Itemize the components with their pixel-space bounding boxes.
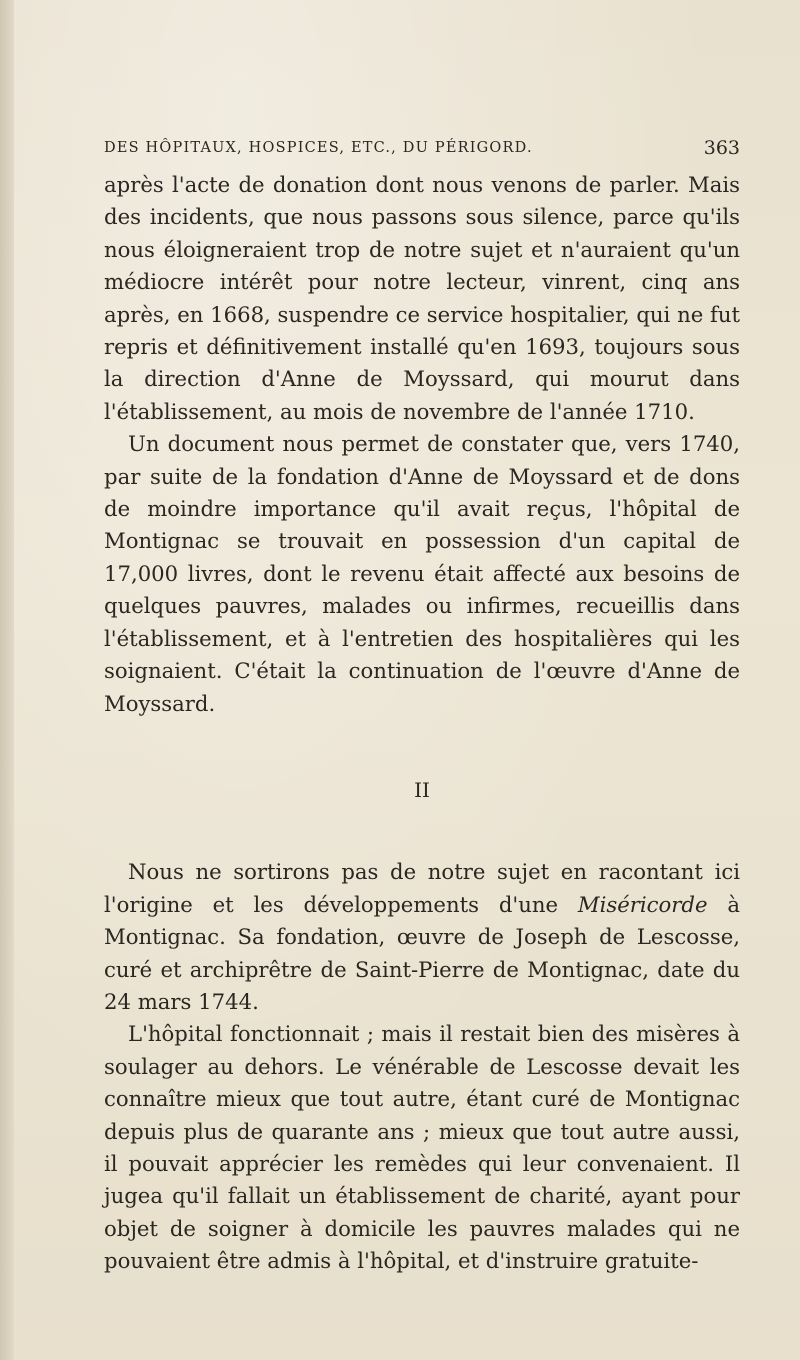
paragraph-3-text-before: Nous ne sortirons pas de notre sujet en racontant ici l'origine et les développements d'une [104, 859, 740, 917]
page-header [104, 135, 740, 161]
page-number: 363 [703, 137, 740, 159]
section-number: II [414, 777, 430, 802]
page-gutter-shadow [0, 0, 14, 1360]
paragraph-3 [104, 856, 740, 1018]
paragraph-2: Un document nous permet de constater que, vers 1740, par suite de la fondation d'Anne de Moyssard et de dons de moindre importance qu'il avait reçus, l'hôpital de Montignac se trouvait en possession d'un capital de 17,000 livres, dont le revenu était affecté aux besoins de quelques pauvres, malades ou infirmes, recueillis dans l'établissement, et à l'entretien des hospitalières qui les soignaient. C'était la continuation de l'œuvre d'Anne de Moyssard. [104, 431, 740, 716]
paragraph-3-italic-term: Miséricorde [577, 891, 708, 917]
body-text [104, 169, 740, 1278]
paragraph-4: L'hôpital fonctionnait ; mais il restait bien des misères à soulager au dehors. Le vénérable de Lescosse devait les connaître mieux que tout autre, étant curé de Montignac depuis plus de quarante ans ; mieux que tout autre aussi, il pouvait apprécier les remèdes qui leur convenaient. Il jugea qu'il fallait un établissement de charité, ayant pour objet de soigner à domicile les pauvres malades qui ne pouvaient être admis à l'hôpital, et d'instruire gratuite- [104, 1021, 740, 1274]
running-head: DES HÔPITAUX, HOSPICES, ETC., DU PÉRIGORD. [104, 140, 533, 156]
paragraph-3-text-after: à Montignac. Sa fondation, œuvre de Joseph de Lescosse, curé et archiprêtre de Saint-Pierre de Montignac, date du 24 mars 1744. [104, 891, 740, 1014]
paragraph-1: après l'acte de donation dont nous venons de parler. Mais des incidents, que nous passons sous silence, parce qu'ils nous éloigneraient trop de notre sujet et n'auraient qu'un médiocre intérêt pour notre lecteur, vinrent, cinq ans après, en 1668, suspendre ce service hospitalier, qui ne fut repris et définitivement installé qu'en 1693, toujours sous la direction d'Anne de Moyssard, qui mourut dans l'établissement, au mois de novembre de l'année 1710. [104, 172, 740, 424]
